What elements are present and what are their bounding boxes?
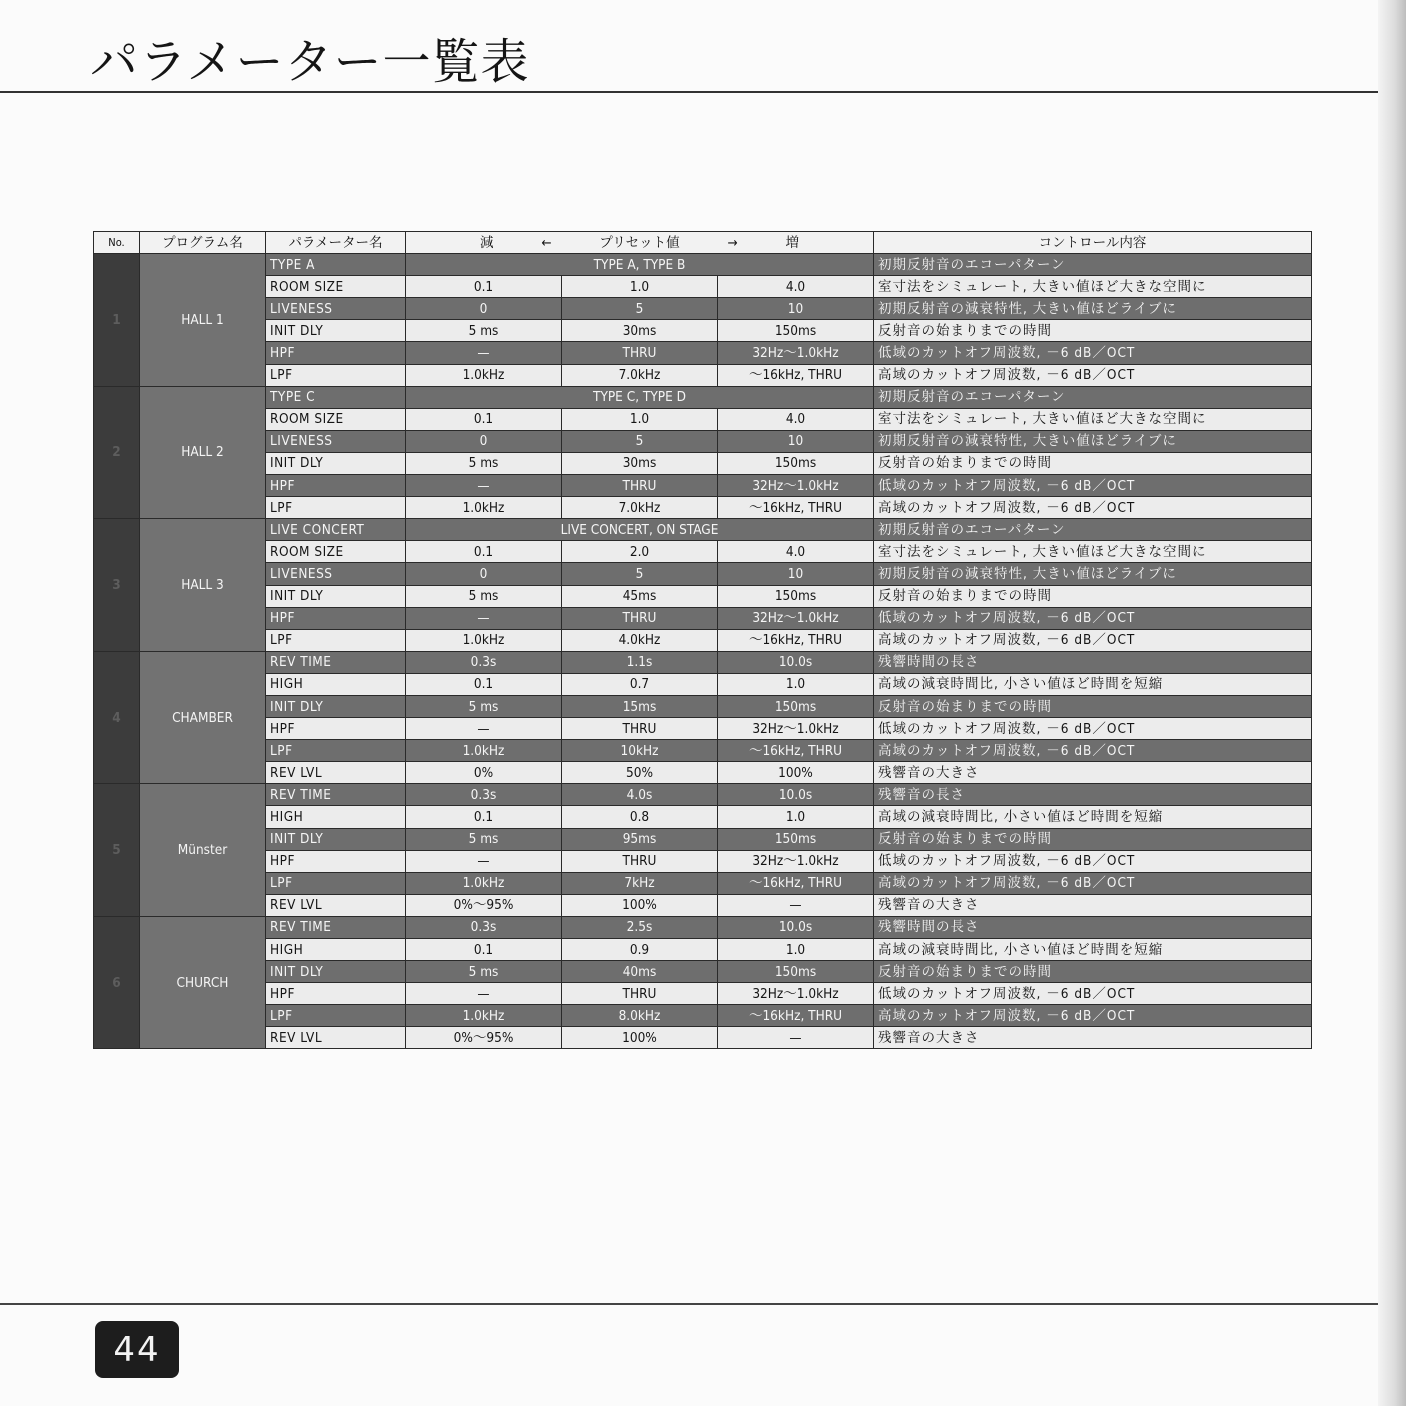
parameter-name-cell: HPF bbox=[266, 607, 406, 629]
parameter-name-cell: HPF bbox=[266, 983, 406, 1005]
min-value-cell: 5 ms bbox=[406, 961, 562, 983]
preset-value-cell: THRU bbox=[562, 850, 718, 872]
parameter-name-cell: TYPE C bbox=[266, 386, 406, 408]
control-description-cell: 低域のカットオフ周波数, －6 dB／OCT bbox=[874, 475, 1312, 497]
header-program: プログラム名 bbox=[140, 232, 266, 254]
parameter-name-cell: LPF bbox=[266, 1005, 406, 1027]
control-description-cell: 高域のカットオフ周波数, －6 dB／OCT bbox=[874, 629, 1312, 651]
table-row bbox=[94, 254, 1312, 276]
table-row bbox=[94, 850, 1312, 872]
max-value-cell: ～16kHz, THRU bbox=[718, 629, 874, 651]
preset-value-cell: 1.0 bbox=[562, 276, 718, 298]
table-body bbox=[94, 254, 1312, 1049]
min-value-cell: 1.0kHz bbox=[406, 364, 562, 386]
preset-value-cell: 5 bbox=[562, 563, 718, 585]
max-value-cell: 100% bbox=[718, 762, 874, 784]
control-description-cell: 室寸法をシミュレート, 大きい値ほど大きな空間に bbox=[874, 276, 1312, 298]
program-number: 1 bbox=[94, 254, 140, 387]
program-number: 4 bbox=[94, 651, 140, 784]
parameter-name-cell: HIGH bbox=[266, 806, 406, 828]
program-number: 6 bbox=[94, 916, 140, 1049]
max-value-cell: 10 bbox=[718, 430, 874, 452]
max-value-cell: 32Hz～1.0kHz bbox=[718, 342, 874, 364]
header-preset-range bbox=[406, 232, 874, 254]
table-row bbox=[94, 430, 1312, 452]
parameter-name-cell: HIGH bbox=[266, 939, 406, 961]
preset-options-cell: LIVE CONCERT, ON STAGE bbox=[406, 519, 874, 541]
min-value-cell: 0.1 bbox=[406, 939, 562, 961]
control-description-cell: 高域の減衰時間比, 小さい値ほど時間を短縮 bbox=[874, 939, 1312, 961]
table-row bbox=[94, 939, 1312, 961]
preset-value-cell: THRU bbox=[562, 983, 718, 1005]
header-preset: プリセット値 bbox=[599, 234, 680, 251]
max-value-cell: ～16kHz, THRU bbox=[718, 1005, 874, 1027]
table-row bbox=[94, 519, 1312, 541]
preset-value-cell: 4.0s bbox=[562, 784, 718, 806]
max-value-cell: 150ms bbox=[718, 828, 874, 850]
program-name: HALL 1 bbox=[140, 254, 266, 387]
table-header-row bbox=[94, 232, 1312, 254]
max-value-cell: 1.0 bbox=[718, 673, 874, 695]
parameter-name-cell: LIVENESS bbox=[266, 563, 406, 585]
preset-value-cell: 50% bbox=[562, 762, 718, 784]
table-row bbox=[94, 607, 1312, 629]
table-row bbox=[94, 563, 1312, 585]
parameter-name-cell: ROOM SIZE bbox=[266, 276, 406, 298]
min-value-cell: — bbox=[406, 342, 562, 364]
parameter-name-cell: REV LVL bbox=[266, 894, 406, 916]
max-value-cell: 10 bbox=[718, 298, 874, 320]
header-control: コントロール内容 bbox=[874, 232, 1312, 254]
header-arrow-left: ← bbox=[541, 234, 552, 251]
top-rule bbox=[0, 91, 1406, 93]
program-number: 3 bbox=[94, 519, 140, 652]
program-name: Münster bbox=[140, 784, 266, 917]
parameter-name-cell: ROOM SIZE bbox=[266, 541, 406, 563]
parameter-name-cell: LIVE CONCERT bbox=[266, 519, 406, 541]
table-row bbox=[94, 364, 1312, 386]
control-description-cell: 高域のカットオフ周波数, －6 dB／OCT bbox=[874, 872, 1312, 894]
control-description-cell: 低域のカットオフ周波数, －6 dB／OCT bbox=[874, 718, 1312, 740]
min-value-cell: 5 ms bbox=[406, 452, 562, 474]
control-description-cell: 残響音の大きさ bbox=[874, 762, 1312, 784]
control-description-cell: 初期反射音の減衰特性, 大きい値ほどライブに bbox=[874, 298, 1312, 320]
max-value-cell: 150ms bbox=[718, 452, 874, 474]
page-number: 44 bbox=[95, 1321, 179, 1378]
preset-value-cell: 7.0kHz bbox=[562, 364, 718, 386]
control-description-cell: 初期反射音の減衰特性, 大きい値ほどライブに bbox=[874, 563, 1312, 585]
control-description-cell: 反射音の始まりまでの時間 bbox=[874, 585, 1312, 607]
parameter-name-cell: ROOM SIZE bbox=[266, 408, 406, 430]
preset-value-cell: 5 bbox=[562, 298, 718, 320]
control-description-cell: 反射音の始まりまでの時間 bbox=[874, 452, 1312, 474]
min-value-cell: 0.1 bbox=[406, 541, 562, 563]
min-value-cell: 5 ms bbox=[406, 320, 562, 342]
control-description-cell: 低域のカットオフ周波数, －6 dB／OCT bbox=[874, 607, 1312, 629]
min-value-cell: 1.0kHz bbox=[406, 740, 562, 762]
table-row bbox=[94, 342, 1312, 364]
parameter-name-cell: INIT DLY bbox=[266, 828, 406, 850]
table-row bbox=[94, 673, 1312, 695]
header-parameter: パラメーター名 bbox=[266, 232, 406, 254]
min-value-cell: — bbox=[406, 850, 562, 872]
table-row bbox=[94, 784, 1312, 806]
control-description-cell: 残響音の長さ bbox=[874, 784, 1312, 806]
preset-value-cell: 40ms bbox=[562, 961, 718, 983]
preset-options-cell: TYPE C, TYPE D bbox=[406, 386, 874, 408]
max-value-cell: 150ms bbox=[718, 961, 874, 983]
table-row bbox=[94, 320, 1312, 342]
min-value-cell: 0.3s bbox=[406, 651, 562, 673]
table-row bbox=[94, 762, 1312, 784]
max-value-cell: 1.0 bbox=[718, 939, 874, 961]
table-row bbox=[94, 740, 1312, 762]
parameter-name-cell: HPF bbox=[266, 718, 406, 740]
min-value-cell: 0.1 bbox=[406, 276, 562, 298]
control-description-cell: 室寸法をシミュレート, 大きい値ほど大きな空間に bbox=[874, 541, 1312, 563]
parameter-name-cell: LPF bbox=[266, 740, 406, 762]
max-value-cell: — bbox=[718, 1027, 874, 1049]
min-value-cell: 0.1 bbox=[406, 408, 562, 430]
max-value-cell: ～16kHz, THRU bbox=[718, 364, 874, 386]
max-value-cell: 32Hz～1.0kHz bbox=[718, 983, 874, 1005]
table-row bbox=[94, 806, 1312, 828]
table-row bbox=[94, 452, 1312, 474]
parameter-name-cell: LPF bbox=[266, 497, 406, 519]
header-arrow-right: → bbox=[727, 234, 738, 251]
control-description-cell: 高域の減衰時間比, 小さい値ほど時間を短縮 bbox=[874, 806, 1312, 828]
max-value-cell: 32Hz～1.0kHz bbox=[718, 607, 874, 629]
program-name: CHAMBER bbox=[140, 651, 266, 784]
table-row bbox=[94, 1027, 1312, 1049]
table-row bbox=[94, 872, 1312, 894]
preset-value-cell: 8.0kHz bbox=[562, 1005, 718, 1027]
max-value-cell: 150ms bbox=[718, 695, 874, 717]
preset-value-cell: 100% bbox=[562, 894, 718, 916]
min-value-cell: 0.1 bbox=[406, 806, 562, 828]
max-value-cell: 10.0s bbox=[718, 916, 874, 938]
parameter-name-cell: HIGH bbox=[266, 673, 406, 695]
preset-value-cell: 30ms bbox=[562, 320, 718, 342]
min-value-cell: 0.3s bbox=[406, 916, 562, 938]
page-title: パラメーター一覧表 bbox=[90, 34, 530, 90]
control-description-cell: 反射音の始まりまでの時間 bbox=[874, 695, 1312, 717]
min-value-cell: 1.0kHz bbox=[406, 629, 562, 651]
parameter-name-cell: LIVENESS bbox=[266, 298, 406, 320]
preset-options-cell: TYPE A, TYPE B bbox=[406, 254, 874, 276]
min-value-cell: 0.3s bbox=[406, 784, 562, 806]
preset-value-cell: THRU bbox=[562, 342, 718, 364]
min-value-cell: 0.1 bbox=[406, 673, 562, 695]
parameter-table-container bbox=[93, 231, 1311, 1049]
parameter-name-cell: INIT DLY bbox=[266, 320, 406, 342]
min-value-cell: 5 ms bbox=[406, 585, 562, 607]
control-description-cell: 反射音の始まりまでの時間 bbox=[874, 961, 1312, 983]
parameter-name-cell: INIT DLY bbox=[266, 961, 406, 983]
max-value-cell: 4.0 bbox=[718, 541, 874, 563]
table-row bbox=[94, 718, 1312, 740]
header-no: No. bbox=[94, 232, 140, 254]
min-value-cell: — bbox=[406, 607, 562, 629]
control-description-cell: 残響時間の長さ bbox=[874, 916, 1312, 938]
max-value-cell: ～16kHz, THRU bbox=[718, 872, 874, 894]
control-description-cell: 高域のカットオフ周波数, －6 dB／OCT bbox=[874, 497, 1312, 519]
control-description-cell: 初期反射音のエコーパターン bbox=[874, 386, 1312, 408]
control-description-cell: 初期反射音のエコーパターン bbox=[874, 519, 1312, 541]
preset-value-cell: 0.9 bbox=[562, 939, 718, 961]
parameter-name-cell: LIVENESS bbox=[266, 430, 406, 452]
page-edge-shadow bbox=[1378, 0, 1406, 1406]
control-description-cell: 残響音の大きさ bbox=[874, 1027, 1312, 1049]
max-value-cell: 150ms bbox=[718, 320, 874, 342]
table-row bbox=[94, 541, 1312, 563]
table-row bbox=[94, 475, 1312, 497]
table-row bbox=[94, 894, 1312, 916]
preset-value-cell: 0.8 bbox=[562, 806, 718, 828]
table-row bbox=[94, 1005, 1312, 1027]
preset-value-cell: THRU bbox=[562, 607, 718, 629]
parameter-name-cell: TYPE A bbox=[266, 254, 406, 276]
parameter-name-cell: REV TIME bbox=[266, 784, 406, 806]
parameter-name-cell: HPF bbox=[266, 475, 406, 497]
header-increase: 増 bbox=[785, 234, 799, 251]
min-value-cell: 0 bbox=[406, 430, 562, 452]
control-description-cell: 低域のカットオフ周波数, －6 dB／OCT bbox=[874, 342, 1312, 364]
control-description-cell: 初期反射音の減衰特性, 大きい値ほどライブに bbox=[874, 430, 1312, 452]
bottom-rule bbox=[0, 1303, 1406, 1305]
table-row bbox=[94, 585, 1312, 607]
control-description-cell: 低域のカットオフ周波数, －6 dB／OCT bbox=[874, 850, 1312, 872]
max-value-cell: 4.0 bbox=[718, 276, 874, 298]
table-row bbox=[94, 276, 1312, 298]
table-row bbox=[94, 695, 1312, 717]
min-value-cell: 0%～95% bbox=[406, 894, 562, 916]
program-number: 5 bbox=[94, 784, 140, 917]
table-row bbox=[94, 916, 1312, 938]
preset-value-cell: 15ms bbox=[562, 695, 718, 717]
preset-value-cell: 30ms bbox=[562, 452, 718, 474]
min-value-cell: 0%～95% bbox=[406, 1027, 562, 1049]
max-value-cell: ～16kHz, THRU bbox=[718, 497, 874, 519]
preset-value-cell: 1.1s bbox=[562, 651, 718, 673]
max-value-cell: 10.0s bbox=[718, 651, 874, 673]
max-value-cell: 10 bbox=[718, 563, 874, 585]
table-row bbox=[94, 386, 1312, 408]
max-value-cell: 10.0s bbox=[718, 784, 874, 806]
parameter-name-cell: INIT DLY bbox=[266, 695, 406, 717]
preset-value-cell: 10kHz bbox=[562, 740, 718, 762]
max-value-cell: 32Hz～1.0kHz bbox=[718, 850, 874, 872]
preset-value-cell: 45ms bbox=[562, 585, 718, 607]
parameter-name-cell: INIT DLY bbox=[266, 585, 406, 607]
program-name: CHURCH bbox=[140, 916, 266, 1049]
header-decrease: 減 bbox=[480, 234, 494, 251]
min-value-cell: 5 ms bbox=[406, 828, 562, 850]
table-row bbox=[94, 497, 1312, 519]
table-row bbox=[94, 298, 1312, 320]
program-name: HALL 3 bbox=[140, 519, 266, 652]
preset-value-cell: 4.0kHz bbox=[562, 629, 718, 651]
preset-value-cell: 2.5s bbox=[562, 916, 718, 938]
table-row bbox=[94, 983, 1312, 1005]
table-row bbox=[94, 408, 1312, 430]
min-value-cell: — bbox=[406, 718, 562, 740]
min-value-cell: 0% bbox=[406, 762, 562, 784]
control-description-cell: 室寸法をシミュレート, 大きい値ほど大きな空間に bbox=[874, 408, 1312, 430]
preset-value-cell: 0.7 bbox=[562, 673, 718, 695]
min-value-cell: 1.0kHz bbox=[406, 497, 562, 519]
program-number: 2 bbox=[94, 386, 140, 519]
control-description-cell: 残響時間の長さ bbox=[874, 651, 1312, 673]
control-description-cell: 反射音の始まりまでの時間 bbox=[874, 320, 1312, 342]
preset-value-cell: 7kHz bbox=[562, 872, 718, 894]
preset-value-cell: 100% bbox=[562, 1027, 718, 1049]
preset-value-cell: 2.0 bbox=[562, 541, 718, 563]
table-row bbox=[94, 651, 1312, 673]
preset-value-cell: 7.0kHz bbox=[562, 497, 718, 519]
parameter-name-cell: REV TIME bbox=[266, 651, 406, 673]
max-value-cell: 1.0 bbox=[718, 806, 874, 828]
parameter-name-cell: REV LVL bbox=[266, 762, 406, 784]
control-description-cell: 反射音の始まりまでの時間 bbox=[874, 828, 1312, 850]
table-row bbox=[94, 961, 1312, 983]
min-value-cell: 5 ms bbox=[406, 695, 562, 717]
control-description-cell: 残響音の大きさ bbox=[874, 894, 1312, 916]
max-value-cell: — bbox=[718, 894, 874, 916]
control-description-cell: 低域のカットオフ周波数, －6 dB／OCT bbox=[874, 983, 1312, 1005]
preset-value-cell: THRU bbox=[562, 718, 718, 740]
min-value-cell: 1.0kHz bbox=[406, 1005, 562, 1027]
max-value-cell: 4.0 bbox=[718, 408, 874, 430]
max-value-cell: 150ms bbox=[718, 585, 874, 607]
preset-value-cell: THRU bbox=[562, 475, 718, 497]
control-description-cell: 高域のカットオフ周波数, －6 dB／OCT bbox=[874, 740, 1312, 762]
min-value-cell: 1.0kHz bbox=[406, 872, 562, 894]
table-row bbox=[94, 629, 1312, 651]
min-value-cell: — bbox=[406, 475, 562, 497]
parameter-name-cell: LPF bbox=[266, 364, 406, 386]
preset-value-cell: 95ms bbox=[562, 828, 718, 850]
control-description-cell: 高域のカットオフ周波数, －6 dB／OCT bbox=[874, 1005, 1312, 1027]
parameter-name-cell: HPF bbox=[266, 342, 406, 364]
preset-value-cell: 1.0 bbox=[562, 408, 718, 430]
parameter-table bbox=[93, 231, 1312, 1049]
table-row bbox=[94, 828, 1312, 850]
parameter-name-cell: HPF bbox=[266, 850, 406, 872]
max-value-cell: 32Hz～1.0kHz bbox=[718, 718, 874, 740]
parameter-name-cell: LPF bbox=[266, 872, 406, 894]
max-value-cell: 32Hz～1.0kHz bbox=[718, 475, 874, 497]
preset-value-cell: 5 bbox=[562, 430, 718, 452]
control-description-cell: 高域のカットオフ周波数, －6 dB／OCT bbox=[874, 364, 1312, 386]
parameter-name-cell: REV LVL bbox=[266, 1027, 406, 1049]
parameter-name-cell: LPF bbox=[266, 629, 406, 651]
program-name: HALL 2 bbox=[140, 386, 266, 519]
control-description-cell: 初期反射音のエコーパターン bbox=[874, 254, 1312, 276]
parameter-name-cell: INIT DLY bbox=[266, 452, 406, 474]
min-value-cell: 0 bbox=[406, 563, 562, 585]
max-value-cell: ～16kHz, THRU bbox=[718, 740, 874, 762]
parameter-name-cell: REV TIME bbox=[266, 916, 406, 938]
control-description-cell: 高域の減衰時間比, 小さい値ほど時間を短縮 bbox=[874, 673, 1312, 695]
min-value-cell: 0 bbox=[406, 298, 562, 320]
min-value-cell: — bbox=[406, 983, 562, 1005]
